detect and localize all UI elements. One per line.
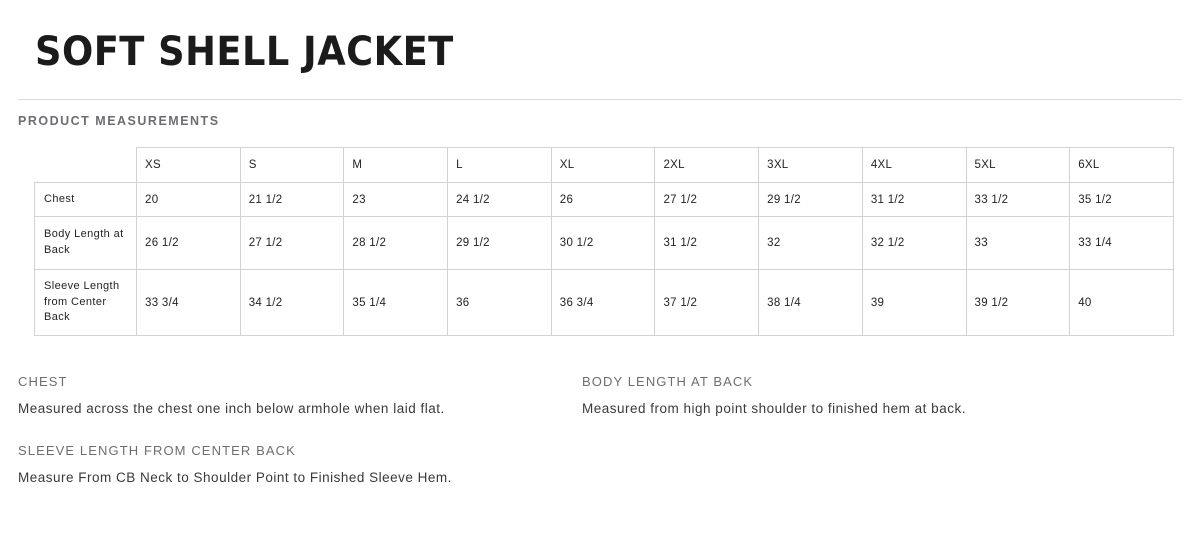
cell-sleeve-4xl: 39 — [862, 270, 966, 336]
cell-chest-5xl: 33 1/2 — [966, 183, 1070, 217]
table-header-corner — [35, 148, 137, 183]
row-label-sleeve-length-from-center-back: Sleeve Length from Center Back — [35, 270, 137, 336]
cell-body-4xl: 32 1/2 — [862, 217, 966, 270]
cell-chest-3xl: 29 1/2 — [759, 183, 863, 217]
cell-sleeve-5xl: 39 1/2 — [966, 270, 1070, 336]
table-header-2xl: 2XL — [655, 148, 759, 183]
table-header-4xl: 4XL — [862, 148, 966, 183]
cell-body-2xl: 31 1/2 — [655, 217, 759, 270]
cell-body-s: 27 1/2 — [240, 217, 344, 270]
table-header-s: S — [240, 148, 344, 183]
cell-chest-xs: 20 — [137, 183, 241, 217]
header-divider — [18, 99, 1182, 100]
table-row — [35, 270, 1174, 336]
page-title: SOFT SHELL JACKET — [35, 29, 454, 75]
table-header-xs: XS — [137, 148, 241, 183]
cell-sleeve-l: 36 — [448, 270, 552, 336]
note-sleeve-length-from-center-back — [18, 443, 582, 485]
note-title-body-length-at-back: BODY LENGTH AT BACK — [582, 374, 754, 389]
note-body-body-length-at-back: Measured from high point shoulder to finished hem at back. — [582, 401, 966, 416]
cell-sleeve-m: 35 1/4 — [344, 270, 448, 336]
table-header-5xl: 5XL — [966, 148, 1070, 183]
row-label-body-length-at-back: Body Length at Back — [35, 217, 137, 270]
table-row — [35, 183, 1174, 217]
note-title-sleeve-length-from-center-back: SLEEVE LENGTH FROM CENTER BACK — [18, 443, 296, 458]
cell-sleeve-2xl: 37 1/2 — [655, 270, 759, 336]
table-header-3xl: 3XL — [759, 148, 863, 183]
cell-body-3xl: 32 — [759, 217, 863, 270]
cell-body-xs: 26 1/2 — [137, 217, 241, 270]
measurements-table — [34, 147, 1174, 336]
section-label-product-measurements: PRODUCT MEASUREMENTS — [18, 114, 220, 128]
cell-sleeve-xl: 36 3/4 — [551, 270, 655, 336]
cell-body-6xl: 33 1/4 — [1070, 217, 1174, 270]
table-header-6xl: 6XL — [1070, 148, 1174, 183]
note-body-sleeve-length-from-center-back: Measure From CB Neck to Shoulder Point to Finished Sleeve Hem. — [18, 470, 452, 485]
cell-chest-m: 23 — [344, 183, 448, 217]
cell-chest-xl: 26 — [551, 183, 655, 217]
cell-sleeve-s: 34 1/2 — [240, 270, 344, 336]
row-label-chest: Chest — [35, 183, 137, 217]
cell-body-xl: 30 1/2 — [551, 217, 655, 270]
measurement-notes — [18, 374, 1182, 512]
cell-body-5xl: 33 — [966, 217, 1070, 270]
cell-chest-l: 24 1/2 — [448, 183, 552, 217]
cell-body-m: 28 1/2 — [344, 217, 448, 270]
note-chest — [18, 374, 582, 416]
cell-body-l: 29 1/2 — [448, 217, 552, 270]
table-header-xl: XL — [551, 148, 655, 183]
cell-chest-4xl: 31 1/2 — [862, 183, 966, 217]
table-header-row — [35, 148, 1174, 183]
note-body-length-at-back — [582, 374, 1146, 416]
table-header-l: L — [448, 148, 552, 183]
cell-chest-2xl: 27 1/2 — [655, 183, 759, 217]
table-row — [35, 217, 1174, 270]
table-header-m: M — [344, 148, 448, 183]
note-body-chest: Measured across the chest one inch below armhole when laid flat. — [18, 401, 445, 416]
cell-chest-6xl: 35 1/2 — [1070, 183, 1174, 217]
note-title-chest: CHEST — [18, 374, 68, 389]
cell-sleeve-6xl: 40 — [1070, 270, 1174, 336]
cell-sleeve-3xl: 38 1/4 — [759, 270, 863, 336]
cell-chest-s: 21 1/2 — [240, 183, 344, 217]
cell-sleeve-xs: 33 3/4 — [137, 270, 241, 336]
size-chart-page — [0, 29, 1200, 547]
